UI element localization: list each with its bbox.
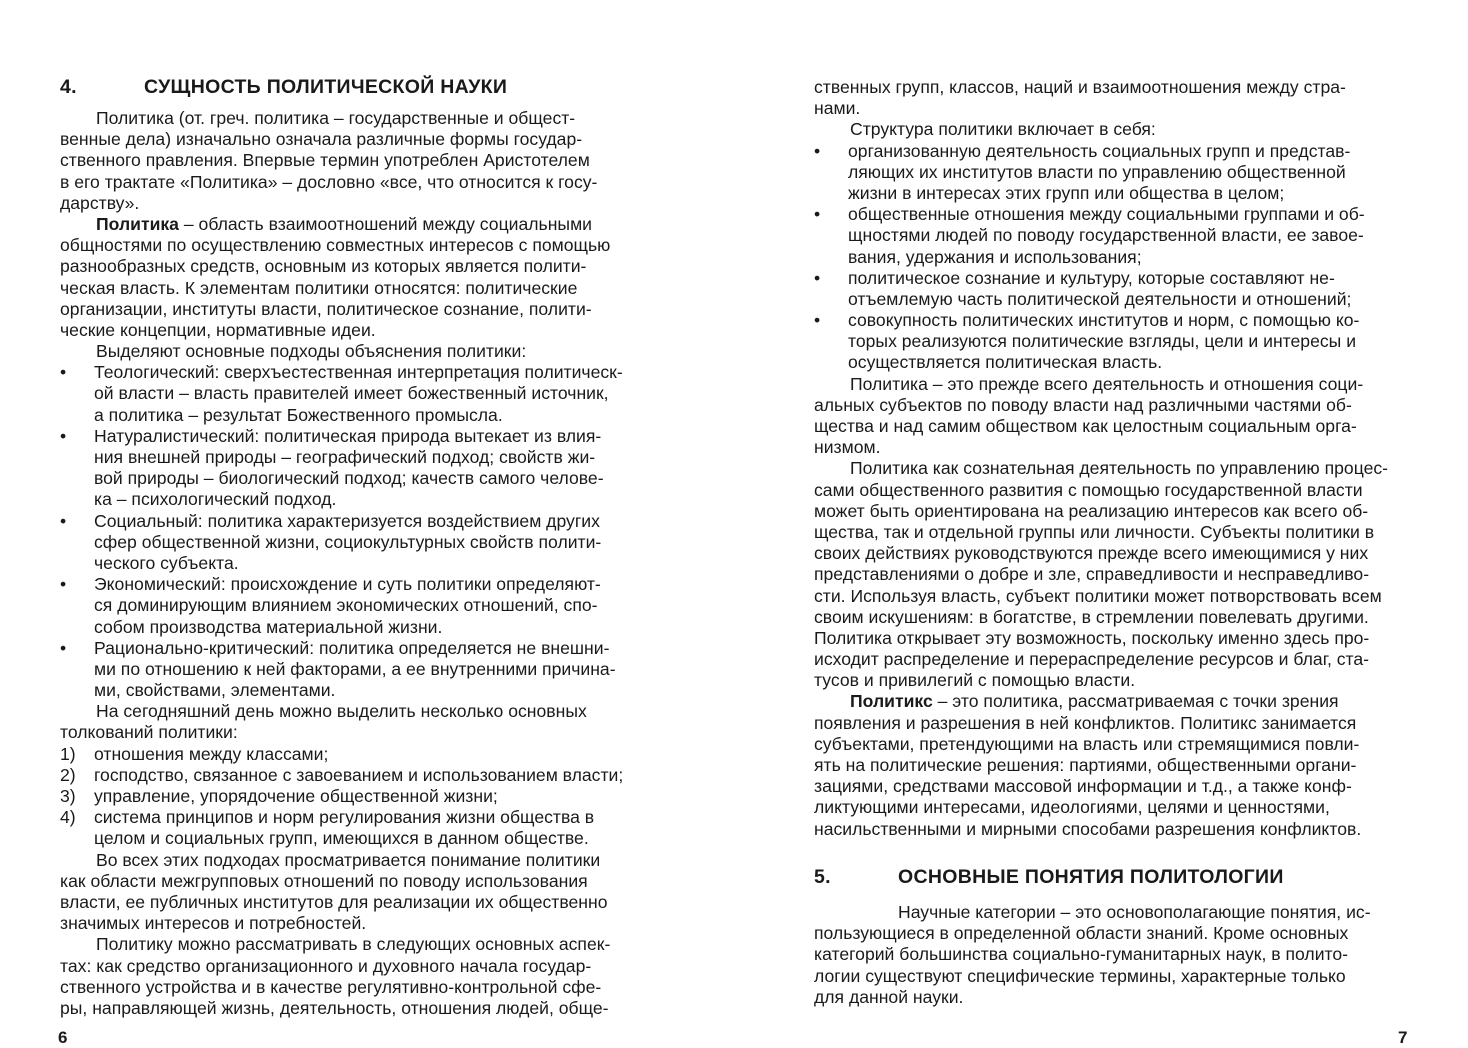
text-line: осуществляется политическая власть. [848, 352, 1163, 373]
text-line: общностями по осуществлению совместных интересов с помощью [60, 235, 611, 256]
numbered-item [60, 807, 654, 828]
left-page [0, 0, 734, 1045]
text-line: может быть ориентирована на реализацию интересов как всего об- [814, 500, 1369, 521]
list-item [60, 638, 654, 659]
text-line: вой природы – биологический подход; качеств самого челове- [94, 468, 604, 489]
text-line: ческая власть. К элементам политики относятся: политические [60, 277, 578, 298]
text-line: отъемлемую часть политической деятельности и отношений; [848, 288, 1352, 309]
numbered-item-text: управление, упорядочение общественной жизни; [94, 786, 498, 806]
list-item [814, 141, 1408, 162]
text-line: Политика открывает эту возможность, поскольку именно здесь про- [814, 627, 1370, 648]
text-fragment: – область взаимоотношений между социальными [178, 213, 592, 234]
text-line: сти. Используя власть, субъект политики может потворствовать всем [814, 585, 1382, 606]
term-politika: Политика [96, 213, 179, 234]
text-line: ческого субъекта. [94, 552, 239, 573]
definition-line [814, 691, 1408, 712]
list-item-text: совокупность политических институтов и норм, с помощью ко- [848, 310, 1360, 331]
definition-line [60, 214, 654, 235]
text-line: зациями, средствами массовой информации и т.д., а также конф- [814, 776, 1352, 797]
section-title: ОСНОВНЫЕ ПОНЯТИЯ ПОЛИТОЛОГИИ [898, 866, 1284, 888]
text-line: жизни в интересах этих групп или общества в целом; [848, 182, 1285, 203]
text-line: ственного устройства и в качестве регулятивно-контрольной сфе- [60, 976, 602, 997]
text-line: Политику можно рассматривать в следующих основных аспек- [96, 934, 611, 955]
text-line: щества, так и отдельной группы или личности. Субъекты политики в [814, 521, 1375, 542]
text-line: категорий большинства социально-гуманитарных наук, в полито- [814, 944, 1349, 965]
item-number: 2) [60, 764, 76, 785]
text-line: насильственными и мирными способами разрешения конфликтов. [814, 818, 1362, 839]
numbered-item [60, 744, 654, 765]
text-line: альных субъектов по поводу власти над различными частями об- [814, 394, 1352, 415]
text-line: тах: как средство организационного и духовного начала государ- [60, 955, 592, 976]
text-line: Структура политики включает в себя: [850, 119, 1156, 140]
bullet-icon: • [60, 574, 67, 595]
right-page [734, 0, 1468, 1045]
text-line: тусов и привилегий с помощью власти. [814, 670, 1136, 691]
text-line: щества и над самим обществом как целостным социальным орга- [814, 416, 1357, 436]
text-line: для данной науки. [814, 986, 964, 1007]
text-line: дарству». [60, 192, 140, 213]
text-line: ка – психологический подход. [94, 489, 337, 510]
text-line: ческие концепции, нормативные идеи. [60, 319, 376, 340]
text-line: как области межгрупповых отношений по поводу использования [60, 870, 588, 891]
numbered-item [60, 765, 654, 786]
text-line: а политика – результат Божественного промысла. [94, 404, 503, 425]
list-item-text: общественные отношения между социальными группами и об- [848, 204, 1365, 225]
text-line: логии существуют специфические термины, характерные только [814, 965, 1346, 986]
text-line: сами общественного развития с помощью государственной власти [814, 479, 1363, 500]
text-line: власти, ее публичных институтов для реализации их общественно [60, 891, 608, 912]
numbered-item-text: отношения между классами; [94, 743, 329, 764]
list-item-text: Теологический: сверхъестественная интерпретация политическ- [94, 362, 623, 383]
bullet-icon: • [60, 510, 67, 531]
section-number: 5. [814, 866, 831, 888]
page-number: 6 [58, 1028, 68, 1047]
text-line: толкований политики: [60, 722, 238, 743]
text-line: ять на политические решения: партиями, общественными органи- [814, 755, 1357, 775]
section-number: 4. [60, 76, 77, 98]
bullet-icon: • [814, 204, 821, 225]
left-text-column [60, 108, 654, 1019]
numbered-item [60, 786, 654, 807]
right-text-column [814, 77, 1408, 840]
text-line: Политика – это прежде всего деятельность и отношения соци- [850, 373, 1364, 394]
text-line: ми по отношению к ней факторами, а ее внутренними причина- [94, 658, 616, 679]
bullet-icon: • [814, 140, 821, 161]
list-item [60, 426, 654, 447]
text-line: ния внешней природы – географический подход; свойств жи- [94, 447, 596, 467]
list-item [60, 362, 654, 383]
section-title: СУЩНОСТЬ ПОЛИТИЧЕСКОЙ НАУКИ [144, 76, 508, 98]
item-number: 3) [60, 786, 76, 806]
text-line: Политика (от. греч. политика – государственные и общест- [96, 108, 576, 128]
right-text-column-2 [814, 902, 1408, 1008]
bullet-icon: • [60, 425, 67, 446]
text-line: ры, направляющей жизнь, деятельность, отношения людей, обще- [60, 997, 609, 1018]
text-line: Научные категории – это основополагающие понятия, ис- [898, 902, 1371, 922]
text-line: сфер общественной жизни, социокультурных свойств полити- [94, 531, 602, 552]
text-line: исходит распределение и перераспределение ресурсов и благ, ста- [814, 649, 1370, 670]
text-line: своих действиях руководствуются прежде всего имеющимися у них [814, 543, 1369, 564]
bullet-icon: • [814, 267, 821, 288]
text-line: вания, удержания и использования; [848, 246, 1142, 267]
numbered-item-text: господство, связанное с завоеванием и использованием власти; [94, 764, 624, 785]
text-line: значимых интересов и потребностей. [60, 913, 367, 934]
text-line: нами. [814, 98, 861, 119]
item-number: 4) [60, 807, 76, 828]
list-item [60, 511, 654, 532]
text-line: Во всех этих подходах просматривается понимание политики [96, 849, 601, 870]
text-fragment: – это политика, рассматриваемая с точки зрения [932, 691, 1339, 712]
text-line: ми, свойствами, элементами. [94, 680, 336, 701]
text-line: низмом. [814, 437, 881, 458]
item-number: 1) [60, 743, 76, 764]
page-number: 7 [1398, 1028, 1408, 1047]
text-line: своим искушениям: в богатстве, в стремлении повелевать другими. [814, 606, 1369, 627]
text-line: ся доминирующим влиянием экономических отношений, спо- [94, 595, 598, 616]
list-item [814, 268, 1408, 289]
list-item [60, 574, 654, 595]
text-line: венные дела) изначально означала различные формы государ- [60, 129, 583, 150]
list-item-text: Рационально-критический: политика определяется не внешни- [94, 637, 610, 658]
text-line: На сегодняшний день можно выделить несколько основных [96, 701, 587, 722]
text-line: Политика как сознательная деятельность по управлению процес- [850, 458, 1389, 479]
text-line: появления и разрешения в ней конфликтов. Политикс занимается [814, 712, 1357, 733]
text-line: торых реализуются политические взгляды, цели и интересы и [848, 331, 1357, 352]
text-line: собом производства материальной жизни. [94, 616, 443, 637]
text-line: ственных групп, классов, наций и взаимоотношения между стра- [814, 77, 1346, 97]
text-line: организации, институты власти, политическое сознание, полити- [60, 298, 592, 319]
bullet-icon: • [814, 310, 821, 331]
term-politiks: Политикс [850, 691, 933, 712]
text-line: пользующиеся в определенной области знаний. Кроме основных [814, 923, 1349, 944]
list-item-text: Экономический: происхождение и суть политики определяют- [94, 574, 601, 595]
bullet-icon: • [60, 362, 67, 383]
text-line: Выделяют основные подходы объяснения политики: [96, 341, 527, 362]
bullet-icon: • [60, 637, 67, 658]
text-line: ой власти – власть правителей имеет божественный источник, [94, 383, 609, 404]
list-item [814, 204, 1408, 225]
text-line: ляющих их институтов власти по управлению общественной [848, 161, 1346, 182]
text-line: субъектами, претендующими на власть или стремящимися повли- [814, 733, 1360, 754]
text-line: в его трактате «Политика» – дословно «все, что относится к госу- [60, 171, 598, 192]
text-line: ликтующими интересами, идеологиями, целями и ценностями, [814, 797, 1330, 818]
text-line: представлениями о добре и зле, справедливости и несправедливо- [814, 564, 1370, 585]
text-line: целом и социальных групп, имеющихся в данном обществе. [94, 828, 589, 849]
list-item-text: Натуралистический: политическая природа вытекает из влия- [94, 425, 602, 446]
numbered-item-text: система принципов и норм регулирования жизни общества в [94, 807, 595, 828]
text-line: ственного правления. Впервые термин употреблен Аристотелем [60, 150, 590, 171]
text-line: щностями людей по поводу государственной власти, ее завое- [848, 225, 1364, 246]
list-item-text: организованную деятельность социальных групп и представ- [848, 140, 1351, 161]
text-line: разнообразных средств, основным из которых является полити- [60, 256, 587, 277]
list-item [814, 310, 1408, 331]
list-item-text: Социальный: политика характеризуется воздействием других [94, 510, 600, 531]
list-item-text: политическое сознание и культуру, которые составляют не- [848, 267, 1335, 288]
